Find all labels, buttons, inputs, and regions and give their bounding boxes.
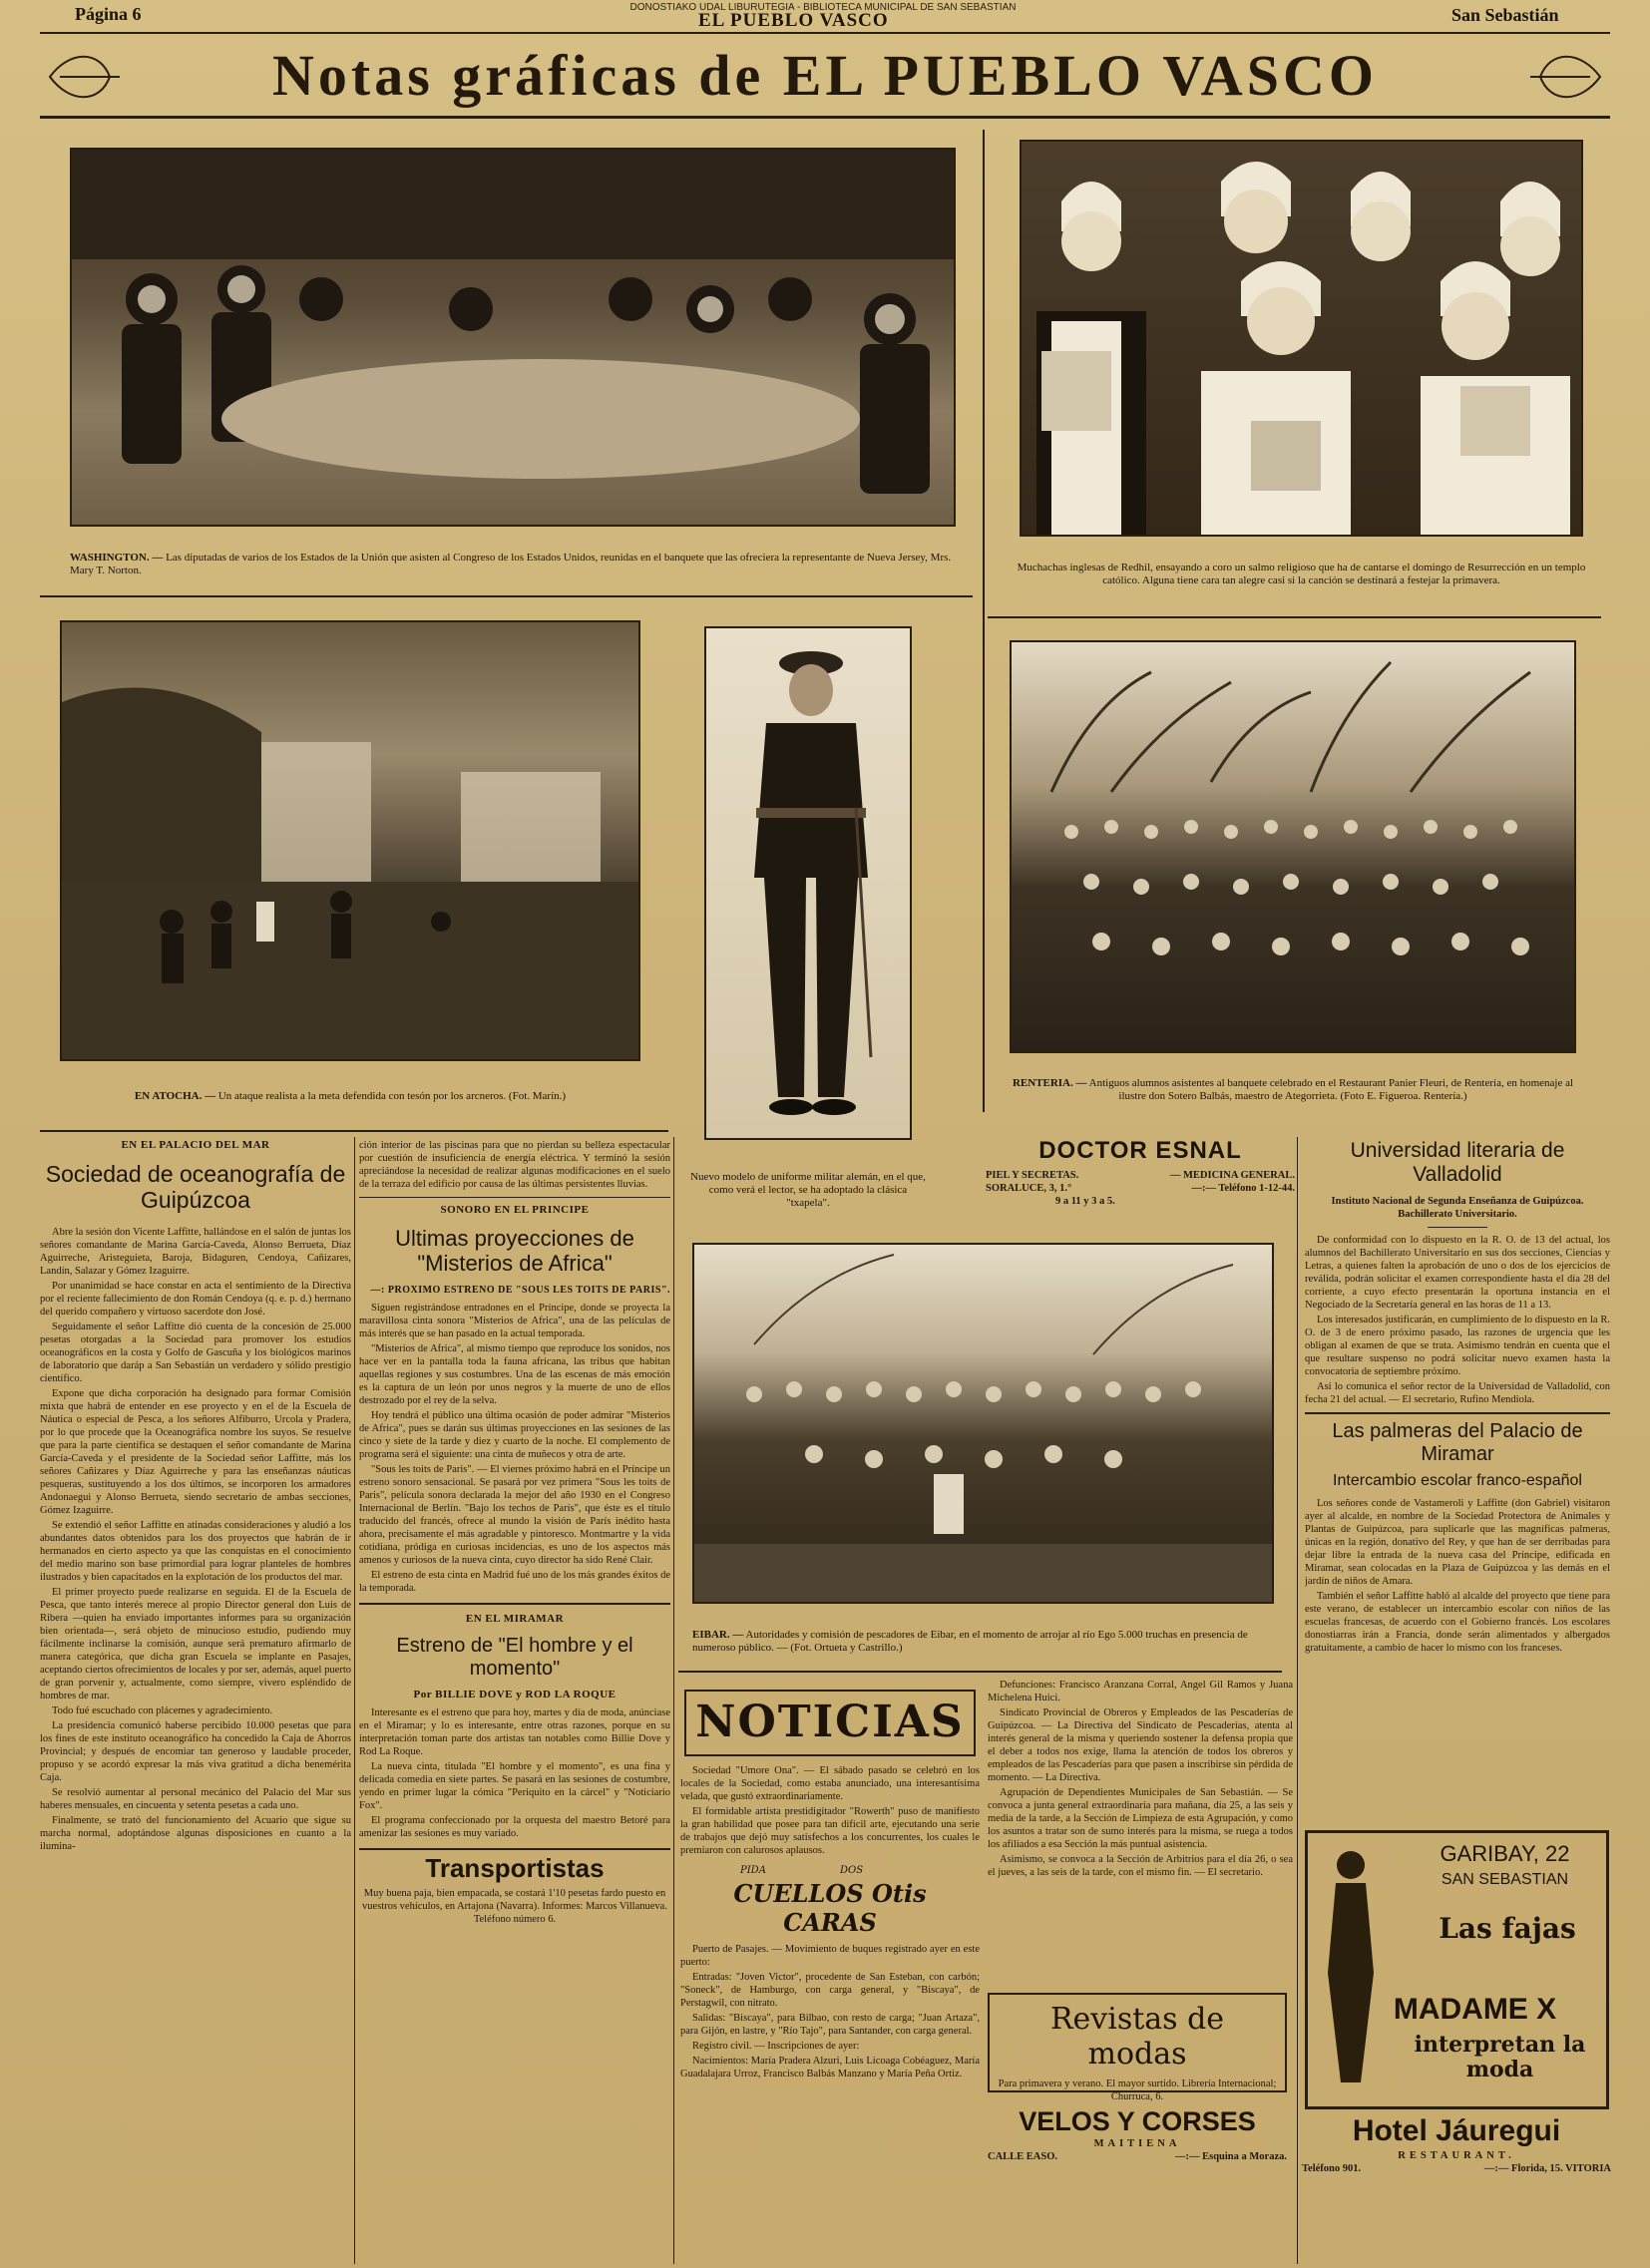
- ad-title: Revistas de modas: [1049, 2002, 1225, 2072]
- ad-line: [986, 1182, 1295, 1195]
- paragraph: Puerto de Pasajes. — Movimiento de buques registrado ayer en este puerto:: [680, 1943, 980, 1968]
- ad-velos-corses: [988, 2106, 1287, 2176]
- paragraph: Los interesados justificarán, en cumplimiento de lo dispuesto en la R. O. de 3 de enero próximo pasado, las razones de urgencia que les obligan al examen de que se trata. Asimismo tendrán en cuenta que el que resultare suspenso no podrá solicitar nuevo examen hasta la convocatoria de septiembre próximo.: [1305, 1315, 1610, 1378]
- ad-line-right: —:— Esquina a Moraza.: [1174, 2151, 1287, 2163]
- caption-renteria: [1010, 1077, 1576, 1103]
- article-headline: Universidad literaria de Valladolid: [1350, 1139, 1565, 1187]
- banquet-scene-illustration: [72, 150, 954, 525]
- paragraph: Defunciones: Francisco Aranzana Corral, Angel Gil Ramos y Juana Michelena Huici.: [988, 1680, 1293, 1703]
- ad-hotel-jauregui: [1302, 2114, 1611, 2184]
- ad-tagline: interpretan la moda: [1414, 2032, 1586, 2083]
- ad-line-left: PIEL Y SECRETAS.: [986, 1169, 1079, 1181]
- paragraph: Interesante es el estreno que para hoy, martes y día de moda, anúnciase en el Miramar; y lo es interesante, entre otras razones, porque en su interpretación toman parte dos artistas tan notables como Billie Dove y Rod La Roque.: [359, 1706, 670, 1757]
- paragraph: El formidable artista prestidigitador "Rowerth" puso de manifiesto la gran habilidad que posee para tan difícil arte, ejecutando una serie de trabajos que dejó muy satisfechos a los concurrentes, los cuales le premiaron con calurosos aplausos.: [680, 1805, 980, 1856]
- paragraph: "Misterios de Africa", al mismo tiempo que reproduce los sonidos, nos hace ver en la pantalla toda la fauna africana, las tribus que habitan aquellas regiones y sus costumbres. Una de las escenas de más emoción es la captura de un león por unos negros y la muerte de uno de ellos destrozado por el rey de la selva.: [359, 1342, 670, 1406]
- paragraph: Así lo comunica el señor rector de la Universidad de Valladolid, con fecha 21 del actual. — El secretario, Rufino Mendiola.: [1305, 1381, 1610, 1406]
- title-rule: [40, 116, 1610, 119]
- paragraph: Sindicato Provincial de Obreros y Empleados de las Pescaderías de Guipúzcoa. — La Directiva del Sindicato de Pescaderías, atenta al interés general de la misma y queriendo sostener la defensa propia que el deber a todos nos exige, llama la atención de todos los obreros y empleados de las Pescaderías para que pasen a inscribirse sin pérdida de momento. — La Directiva.: [988, 1707, 1293, 1783]
- caption-lead: RENTERIA. —: [1012, 1077, 1087, 1089]
- paragraph: Agrupación de Dependientes Municipales de San Sebastián. — Se convoca a junta general extraordinaria para mañana, día 25, a las seis y media de la tarde, a la Sección de Limpieza de esta Agrupación, y como los asuntos a tratar son de sumo interés para la misma, se ruega a todos los afiliados a esa Sección la más puntual asistencia.: [988, 1787, 1293, 1850]
- top-rule: [40, 32, 1610, 34]
- article-headline: Sociedad de oceanografía de Guipúzcoa: [45, 1161, 346, 1214]
- choir-illustration: [1022, 142, 1581, 535]
- article-kicker: EN EL MIRAMAR: [465, 1612, 565, 1625]
- article-headline: Ultimas proyecciones de "Misterios de Africa": [395, 1226, 634, 1277]
- photo-renteria-banquet: [1010, 640, 1576, 1053]
- ad-title: VELOS Y CORSES: [1019, 2106, 1256, 2136]
- paragraph: Entradas: "Joven Victor", procedente de San Esteban, con carbón; "Soneck", de Hamburgo, con carga general, y "Biscaya", de Perstagwil, con nitrato.: [680, 1971, 980, 2009]
- ad-line-left: CALLE EASO.: [988, 2151, 1058, 2163]
- ad-transportistas-title: Transportistas: [425, 1852, 605, 1883]
- paragraph: Se resolvió aumentar al personal mecánico del Palacio del Mar sus haberes mensuales, en cincuenta y setenta pesetas a cada uno.: [40, 1786, 351, 1811]
- divider: [988, 616, 1601, 618]
- paragraph: Salidas: "Biscaya", para Bilbao, con resto de carga; "Juan Artaza", para Gijón, en lastre, y "Río Tajo", para Santander, con carga general.: [680, 2012, 980, 2037]
- ad-sub: RESTAURANT.: [1398, 2149, 1515, 2161]
- article-body: [40, 1226, 351, 1853]
- ad-line-left: SORALUCE, 3, 1.°: [986, 1182, 1072, 1194]
- article-kicker: EN EL PALACIO DEL MAR: [121, 1139, 270, 1151]
- ad-text: Las fajas: [1439, 1912, 1576, 1945]
- ad-text: Para primavera y verano. El mayor surtido. Librería Internacional; Churruca, 6.: [998, 2079, 1277, 2102]
- ad-cuellos-otis-caras: [680, 1865, 980, 1935]
- caption-text: Las diputadas de varios de los Estados de la Unión que asisten al Congreso de los Estados Unidos, reunidas en el banquete que las ofreciera la representante de Nueva Jersey, Mrs. Mary T. Norton.: [70, 552, 952, 576]
- article-oceanografia: [40, 1139, 351, 2264]
- paragraph: Asimismo, se convoca a la Sección de Arbitrios para el día 26, o sea el jueves, a las seis de la tarde, con el mismo fin. — El secretario.: [988, 1854, 1293, 1878]
- paragraph: Los señores conde de Vastameroli y Laffitte (don Gabriel) visitaron ayer al alcalde, en nombre de la Sociedad Protectora de Animales y Plantas de Guipúzcoa, para suplicarle que las magníficas palmeras, únicas en la región, donativo del Rey, y que han de ser derribadas para dejar libre la entrada de la nueva casa del Príncipe, edificada en Miramar, sean colocadas en la Plaza de Guipúzcoa y las demás en el jardín de niños de Amara.: [1305, 1497, 1610, 1587]
- photo-german-soldier: [704, 626, 912, 1140]
- city-name: San Sebastián: [1451, 5, 1559, 25]
- ad-line-right: —:— Teléfono 1-12-44.: [1191, 1182, 1295, 1194]
- caption-eibar: [692, 1629, 1274, 1655]
- title-banner: [40, 40, 1610, 114]
- paragraph: Se extendió el señor Laffitte en atinadas consideraciones y aludió a los abundantes datos obtenidos para los dos proyectos que habrán de ir hermanados en cierto aspecto ya que las conquistas en el conocimiento del medio marino son base primordial para lograr planteles de hombres ilustrados y bien capacitados en la explotación de los productos del mar.: [40, 1519, 351, 1583]
- caption-lead: EIBAR. —: [692, 1629, 744, 1641]
- column-rule: [354, 1137, 355, 2264]
- paragraph: Sociedad "Umore Ona". — El sábado pasado se celebró en los locales de la Sociedad, como estaba anunciado, una interesantísima velada, que gustó extraordinariamente.: [680, 1764, 980, 1802]
- ad-revistas-modas: [988, 1993, 1287, 2102]
- article-headline: Estreno de "El hombre y el momento": [396, 1634, 633, 1680]
- noticias-banner: [684, 1690, 976, 1756]
- ad-hours: 9 a 11 y 3 a 5.: [1055, 1195, 1115, 1207]
- ad-line-right: —:— Florida, 15. VITORIA: [1483, 2162, 1611, 2174]
- caption-lead: EN ATOCHA. —: [134, 1090, 216, 1102]
- column-rule: [1297, 1137, 1298, 2264]
- paragraph: Por unanimidad se hace constar en acta el sentimiento de la Directiva por el reciente fallecimiento de don Román Cendoya (q. e. p. d.) hermano del querido compañero y virtuoso sacerdote don José.: [40, 1280, 351, 1318]
- football-scene-illustration: [62, 622, 638, 1059]
- paper-name: EL PUEBLO VASCO: [698, 10, 889, 31]
- paragraph: Abre la sesión don Vicente Laffitte, hallándose en el salón de juntas los señores comandante de Marina García-Caveda, Alonso Berrueta, Díaz Aguirreche, Aristeguieta, Baroja, Bidaguren, Cendoya, Cañizares, Landín, Salazar y Gómez Izaguirre.: [40, 1226, 351, 1277]
- paragraph: El estreno de esta cinta en Madrid fué uno de los más grandes éxitos de la temporada.: [359, 1569, 670, 1594]
- page-number: Página 6: [75, 4, 142, 24]
- column-notices: [988, 1679, 1293, 1988]
- ad-line-right: — MEDICINA GENERAL.: [1169, 1169, 1295, 1181]
- article-body: [359, 1706, 670, 1840]
- caption-washington: [70, 552, 956, 577]
- article-body: [988, 1679, 1293, 1879]
- article-body: [359, 1302, 670, 1595]
- caption-soldier: Nuevo modelo de uniforme militar alemán, en el que, como verá el lector, se ha adoptado la clásica "txapela".: [690, 1171, 926, 1209]
- paragraph: Registro civil. — Inscripciones de ayer:: [692, 2040, 860, 2052]
- caption-lead: WASHINGTON. —: [70, 552, 164, 564]
- soldier-illustration: [706, 628, 910, 1138]
- ad-small-text: DOS: [840, 1864, 864, 1876]
- photo-atocha-football: [60, 620, 640, 1061]
- divider: [359, 1848, 670, 1850]
- paragraph: El primer proyecto puede realizarse en seguida. El de la Escuela de Pesca, que tanto interés merece al propio Director general don Luis de Ribera —quien ha enviado importantes informes para su organización bien orientada—, será objeto de minucioso estudio, pudiendo muy fácilmente inclinarse la comisión, aunque será prematuro afirmarlo de manera categórica, que dicha gran Escuela se implante en Pasajes, aceptando ciertos ofrecimientos de locales y por ser, además, aquel puerto de gran porvenir y, actualmente, como siempre, vivero espléndido de hombres de mar.: [40, 1586, 351, 1701]
- paragraph: De conformidad con lo dispuesto en la R. O. de 13 del actual, los alumnos del Bachillerato Universitario en sus dos secciones, Ciencias y Letras, a quienes falten la aprobación de uno o dos de los ejercicios de reválida, podrán solicitar el examen correspondiente hasta el día 28 del corriente, a cuyo efecto presentarán la oportuna instancia en el Negociado de la Secretaría general en las horas de 11 a 13.: [1305, 1235, 1610, 1312]
- divider: [1428, 1227, 1487, 1228]
- ad-name: MAITIENA: [1093, 2138, 1181, 2150]
- caption-redhil: Muchachas inglesas de Redhil, ensayando a coro un salmo religioso que ha de cantarse el domingo de Resurrección en un templo católico. Alguna tiene cara tan alegre casi si la canción se destinará a festejar la primavera.: [1017, 562, 1586, 586]
- column-rule: [673, 1137, 674, 2264]
- library-watermark: DONOSTIAKO UDAL LIBURUTEGIA - BIBLIOTECA MUNICIPAL DE SAN SEBASTIAN: [629, 2, 1017, 13]
- article-body: [680, 1764, 980, 1857]
- ad-line: [1302, 2162, 1611, 2175]
- column-cinema: [359, 1139, 670, 2266]
- ad-small-text: PIDA: [740, 1864, 766, 1876]
- ad-city: SAN SEBASTIAN: [1441, 1871, 1569, 1888]
- photo-redhil-choir: [1020, 140, 1583, 537]
- ad-title: DOCTOR ESNAL: [1038, 1137, 1242, 1164]
- caption-text: Autoridades y comisión de pescadores de Eibar, en el momento de arrojar al río Ego 5.000 truchas en presencia de numeroso público. — (Fot. Ortueta y Castrillo.): [692, 1629, 1248, 1654]
- article-body: [1305, 1234, 1610, 1406]
- paragraph: Nacimientos: María Pradera Alzuri, Luis Licoaga Cobéaguez, María Guadalajara Urroz, Francisco Balbás Manzano y María Peña Ortiz.: [680, 2055, 980, 2079]
- article-body: [1305, 1497, 1610, 1655]
- ad-title: Hotel Jáuregui: [1352, 2114, 1561, 2147]
- paragraph: Finalmente, se trató del funcionamiento del Acuario que sigue su marcha normal, adoptándose algunas disposiciones en cuanto a la ilumina-: [40, 1814, 351, 1852]
- article-body: [680, 1943, 980, 2080]
- article-subhead: —: PROXIMO ESTRENO DE "SOUS LES TOITS DE PARIS".: [370, 1284, 670, 1296]
- ad-transportistas-text: Muy buena paja, bien empacada, se costará 1'10 pesetas fardo puesto en vuestros vehículos, en Artajona (Navarra). Informes: Marcos Villanueva. Teléfono número 6.: [362, 1888, 667, 1926]
- paragraph: El programa confeccionado por la orquesta del maestro Betoré para amenizar las sesiones es muy variado.: [359, 1814, 670, 1839]
- paragraph: También el señor Laffitte habló al alcalde del proyecto que tiene para este verano, de establecer un intercambio escolar con niños de las escuelas francesas, de acuerdo con el Gobierno francés. Los escolares donostiarras irán a Francia, donde serán alimentados y albergados gratuitamente, a cambio de hacer lo mismo con los franceses.: [1305, 1590, 1610, 1654]
- column-rule: [983, 623, 985, 1112]
- divider: [359, 1603, 670, 1605]
- caption-atocha: [60, 1090, 640, 1103]
- article-subhead: Instituto Nacional de Segunda Enseñanza de Guipúzcoa. Bachillerato Universitario.: [1331, 1196, 1584, 1221]
- noticias-title: NOTICIAS: [695, 1697, 965, 1747]
- paragraph: Todo fué escuchado con plácemes y agradecimiento.: [52, 1704, 273, 1716]
- paragraph: La presidencia comunicó haberse percibido 10.000 pesetas que para los fines de este instituto oceanográfico ha concedido la Caja de Ahorros Provincial; y después de encomiar tan generoso y laudable proceder, propuso y se acordó expresar la más viva gratitud a dicha benemérita Caja.: [40, 1719, 351, 1783]
- paragraph: Seguidamente el señor Laffitte dió cuenta de la concesión de 25.000 pesetas otorgadas a la Sociedad para promover los estudios oceanográficos en la costa y Golfo de Gascuña y los biológicos marinos de laboratorio que daráp a San Sebastián un verdadero y sólido prestigio científico.: [40, 1321, 351, 1384]
- ad-line: [988, 2150, 1287, 2163]
- divider: [359, 1197, 670, 1198]
- paragraph: "Sous les toits de Paris". — El viernes próximo habrá en el Príncipe un estreno sonoro sensacional. Se pasará por vez primera "Sous les toits de Paris", película sonora declarada la mejor del año 1930 en el Congreso Internacional de Berlín. "Bajo los techos de París", que éste es el título traducido del francés, ofrece al mundo la visión de París inédito hasta ahora, precisamente el más agradable y pintoresco. Montmartre y la vida cotidiana, pródiga en curiosas incidencias, es uno de los aspectos más amenos y curiosos de la nueva cinta, cuyo director ha sido René Clair.: [359, 1463, 670, 1566]
- article-kicker: SONORO EN EL PRINCIPE: [440, 1204, 590, 1216]
- caption-text: Antiguos alumnos asistentes al banquete celebrado en el Restaurant Panier Fleuri, de Rentería, en homenaje al ilustre don Sotero Balbás, maestro de Ategorrieta. (Foto E. Figueroa. Rentería.): [1088, 1077, 1574, 1102]
- ad-brand: CUELLOS Otis CARAS: [733, 1878, 927, 1937]
- divider: [678, 1671, 1282, 1673]
- page-title: Notas gráficas de EL PUEBLO VASCO: [272, 43, 1378, 108]
- article-subhead: Por BILLIE DOVE y ROD LA ROQUE: [413, 1688, 617, 1701]
- continued-text: ción interior de las piscinas para que no pierdan su belleza espectacular por cuestión de insuficiencia de energía eléctrica. Y terminó la sesión apreciándose la necesidad de realizar algunas modificaciones en el suelo de la terraza del edificio por causa de las últimas persistentes lluvias.: [359, 1140, 670, 1190]
- crowd-illustration: [694, 1245, 1272, 1602]
- paragraph: Hoy tendrá el público una última ocasión de poder admirar "Misterios de Africa", pues se darán sus últimas proyecciones en las sesiones de las cinco y siete de la tarde y diez y cuarto de la noche. El complemento de programa será el siguiente: una cinta de muñecos y otra de arte.: [359, 1409, 670, 1460]
- paragraph: La nueva cinta, titulada "El hombre y el momento", es una fina y delicada comedia en siete partes. Se pasará en las sesiones de costumbre, yendo en primer lugar la cómica "Periquito en la cárcel" y "Noticiario Fox".: [359, 1760, 670, 1811]
- divider: [1305, 1412, 1610, 1414]
- caption-text: Un ataque realista a la meta defendida con tesón por los arcneros. (Fot. Marín.): [217, 1090, 567, 1102]
- photo-eibar-trout: [692, 1243, 1274, 1604]
- paragraph: Siguen registrándose entradones en el Príncipe, donde se proyecta la maravillosa cinta sonora "Misterios de Africa", una de las películas de más interés que se han pasado en la actual temporada.: [359, 1302, 670, 1339]
- paragraph: Expone que dicha corporación ha designado para formar Comisión mixta que habrá de entender en ese proyecto y en el de la Escuela de Náutica o especial de Pesca, a los señores Alfiburro, Urcola y Pradera, por lo que procede que la Oceanográfica nombre los suyos. Se resuelve que para la parte científica se destaquen el señor comandante de Marina García-Caveda y el presidente de la Sociedad señor Laffitte, más los señores Cañizares y Díaz Aguirreche y para las enseñanzas náuticas pesqueras, sustituyendo a los dos últimos, se incorporen los armadores Andonaegui y Alonso Berrueta, siendo secretario de ambas secciones, Gómez Izaguirre.: [40, 1387, 351, 1516]
- divider: [40, 1130, 668, 1132]
- article-headline: Las palmeras del Palacio de Miramar: [1332, 1420, 1583, 1466]
- article-subhead: Intercambio escolar franco-español: [1333, 1472, 1582, 1490]
- ad-line: [986, 1169, 1295, 1182]
- ad-madame-x: [1305, 1830, 1609, 2109]
- ad-brand: MADAME X: [1393, 1993, 1557, 2026]
- woman-silhouette-icon: [1316, 1843, 1386, 2092]
- noticias-column: [680, 1686, 980, 2164]
- article-universidad: [1305, 1139, 1610, 1725]
- group-photo-illustration: [1012, 642, 1574, 1051]
- ad-doctor-esnal: [986, 1137, 1295, 1219]
- divider: [40, 595, 973, 597]
- photo-washington-banquet: [70, 148, 956, 527]
- ad-address: GARIBAY, 22: [1440, 1841, 1570, 1866]
- column-rule: [983, 130, 985, 628]
- ad-line-left: Teléfono 901.: [1302, 2162, 1362, 2174]
